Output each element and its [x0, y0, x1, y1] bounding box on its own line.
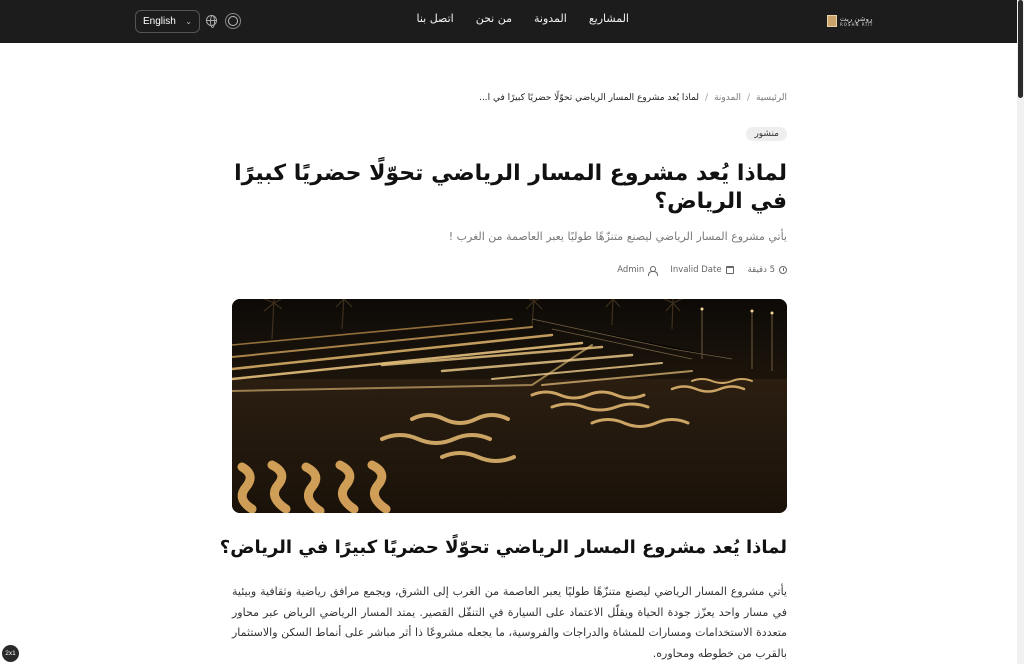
scrollbar-thumb[interactable]	[1018, 0, 1023, 98]
zoom-badge: 2x1	[2, 645, 19, 662]
read-time-value: 5 دقيقة	[747, 265, 775, 275]
logo-text-ar: روشن ريت	[840, 14, 873, 23]
logo-text-en: ROSHN RIIT	[840, 21, 874, 27]
main-nav	[416, 12, 629, 25]
top-navigation-bar	[0, 0, 1017, 43]
nav-link-blog[interactable]: المدونة	[534, 12, 567, 25]
breadcrumb-home[interactable]: الرئيسية	[756, 93, 787, 103]
hero-illustration	[232, 299, 787, 513]
user-icon	[648, 266, 656, 275]
breadcrumb-separator: /	[705, 93, 709, 103]
read-time	[748, 265, 787, 275]
theme-toggle-sun-icon[interactable]	[228, 16, 238, 26]
nav-link-contact[interactable]: اتصل بنا	[416, 12, 454, 25]
logo-mark-icon	[827, 15, 837, 27]
article-title: لماذا يُعد مشروع المسار الرياضي تحوّلًا حضريًا كبيرًا في الرياض؟	[234, 161, 787, 214]
article-hero-image	[232, 299, 787, 513]
language-select[interactable]	[135, 10, 200, 33]
language-select-value: English	[143, 16, 176, 27]
publish-date-value: Invalid Date	[670, 265, 722, 275]
breadcrumb-blog[interactable]: المدونة	[714, 93, 741, 103]
nav-link-about[interactable]: من نحن	[475, 12, 513, 25]
author	[617, 265, 656, 275]
breadcrumb-current: لماذا يُعد مشروع المسار الرياضي تحوّلًا حضريًا كبيرًا في ا...	[479, 93, 700, 103]
calendar-icon	[726, 266, 734, 274]
clock-icon	[779, 266, 787, 274]
article-heading: لماذا يُعد مشروع المسار الرياضي تحوّلًا حضريًا كبيرًا في الرياض؟	[219, 537, 787, 558]
author-name: Admin	[617, 265, 645, 275]
page-scrollbar[interactable]	[1017, 0, 1024, 664]
brand-logo[interactable]	[827, 13, 875, 29]
nav-link-projects[interactable]: المشاريع	[588, 12, 629, 25]
publish-date	[670, 265, 733, 275]
breadcrumb-separator: /	[746, 93, 750, 103]
category-tag: منشور	[746, 127, 787, 141]
chevron-down-icon: ⌄	[185, 17, 192, 26]
globe-icon[interactable]	[206, 15, 217, 26]
article-paragraph: يأتي مشروع المسار الرياضي ليصنع متنزّهًا طوليًا يعبر العاصمة من الغرب إلى الشرق، ويجمع مرافق رياضية وثقافية وبيئية في مسار واحد يعزّز جودة الحياة ويقلّل الاعتماد على السيارة في التنقّل القصير. يمتد المسار الرياضي الرياض عبر محاور متعددة الاستخدامات ومسارات للمشاة والدراجات والفروسية، ما يجعله مشروعًا ذا أثر مباشر على أنماط السكن والاستثمار بالقرب من خطوطه ومحاوره.	[232, 585, 787, 660]
breadcrumb	[479, 93, 787, 103]
article-meta	[617, 265, 787, 275]
article-subtitle: يأتي مشروع المسار الرياضي ليصنع متنزّهًا طوليًا يعبر العاصمة من الغرب !	[448, 230, 787, 243]
